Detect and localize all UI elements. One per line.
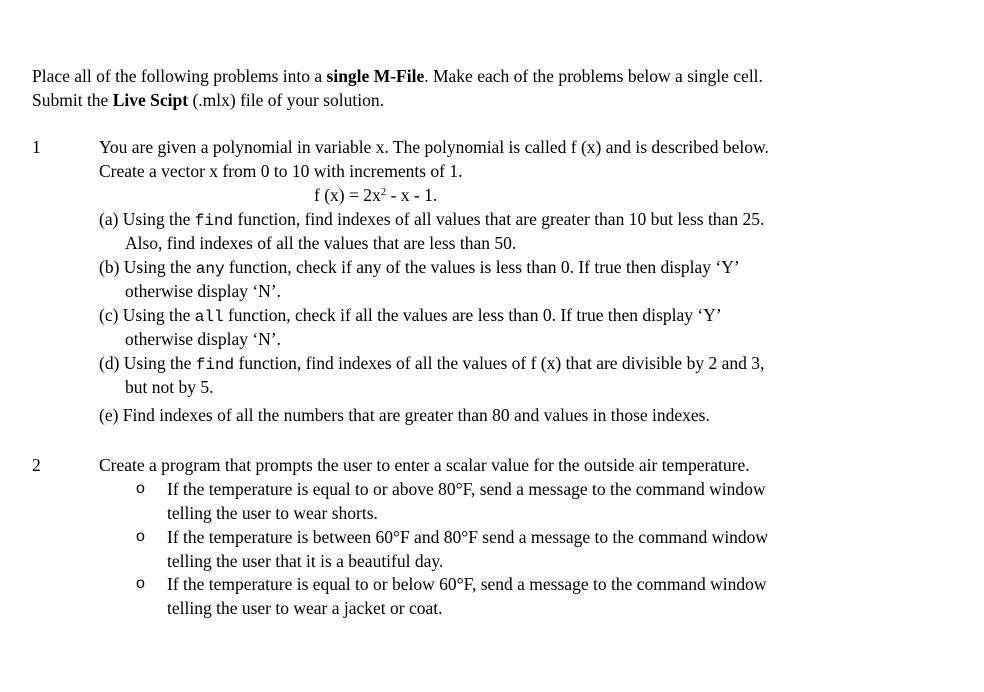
polynomial-equation [314, 183, 437, 207]
part-d-line-2: but not by 5. [125, 377, 214, 397]
equation-text: f (x) = 2x [314, 185, 381, 205]
problem-1-desc-2: Create a vector x from 0 to 10 with increments of 1. [99, 161, 463, 181]
bullet-marker: o [136, 480, 145, 497]
bullet-2-line-1: If the temperature is between 60°F and 80°F send a message to the command window [167, 527, 769, 547]
part-b-line-1 [99, 255, 740, 281]
part-b-line-2: otherwise display ‘N’. [125, 281, 282, 301]
part-c-text: (c) Using the [99, 305, 195, 325]
code-find: find [195, 356, 235, 374]
part-a-text: (a) Using the [99, 209, 195, 229]
intro-line-2 [32, 88, 384, 112]
problem-2-desc: Create a program that prompts the user to enter a scalar value for the outside air temperature. [99, 455, 750, 475]
part-b-text: function, check if any of the values is less than 0. If true then display ‘Y’ [224, 257, 740, 277]
part-d-text: (d) Using the [99, 353, 196, 373]
part-c-line-1 [99, 303, 722, 329]
bullet-3-line-1: If the temperature is equal to or below 60°F, send a message to the command window [167, 574, 767, 594]
equation-text: - x - 1. [386, 185, 438, 205]
bullet-1-line-1: If the temperature is equal to or above 80°F, send a message to the command window [167, 479, 766, 499]
part-a-line-1 [99, 207, 764, 233]
intro-text: . Make each of the problems below a single cell. [424, 66, 763, 86]
intro-text: Place all of the following problems into a [32, 66, 327, 86]
bullet-marker: o [136, 575, 145, 592]
problem-2-number: 2 [32, 455, 41, 475]
problem-1-number: 1 [32, 137, 41, 157]
part-a-line-2: Also, find indexes of all the values that are less than 50. [125, 233, 517, 253]
intro-bold-mfile: single M-File [326, 66, 425, 86]
part-d-text: function, find indexes of all the values of f (x) that are divisible by 2 and 3, [234, 353, 765, 373]
code-find: find [194, 212, 234, 230]
bullet-2-line-2: telling the user that it is a beautiful day. [167, 551, 444, 571]
part-d-line-1 [99, 351, 764, 377]
part-c-line-2: otherwise display ‘N’. [125, 329, 282, 349]
code-all: all [194, 308, 224, 326]
intro-line-1 [32, 64, 763, 88]
part-c-text: function, check if all the values are less than 0. If true then display ‘Y’ [223, 305, 722, 325]
bullet-1-line-2: telling the user to wear shorts. [167, 503, 378, 523]
part-b-text: (b) Using the [99, 257, 196, 277]
equation-exponent: 2 [380, 186, 387, 198]
intro-text: Submit the [32, 90, 113, 110]
intro-bold-livescript: Live Scipt [112, 90, 189, 110]
bullet-marker: o [136, 528, 145, 545]
intro-text: (.mlx) file of your solution. [188, 90, 384, 110]
bullet-3-line-2: telling the user to wear a jacket or coat. [167, 598, 443, 618]
part-a-text: function, find indexes of all values that are greater than 10 but less than 25. [233, 209, 765, 229]
code-any: any [195, 260, 225, 278]
part-e-line: (e) Find indexes of all the numbers that are greater than 80 and values in those indexes. [99, 405, 710, 425]
problem-1-desc-1: You are given a polynomial in variable x. The polynomial is called f (x) and is described below. [99, 137, 769, 157]
